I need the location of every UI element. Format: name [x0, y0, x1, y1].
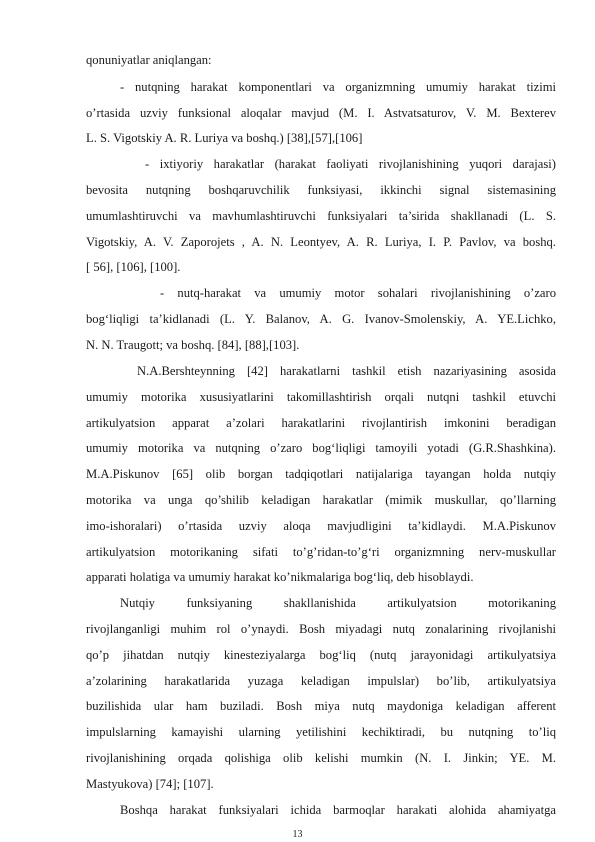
text-line: [ 56], [106], [100].	[86, 260, 181, 274]
text-line: umumiy motorika va nutqning o’zaro bog‘liqligi tamoyili yotadi (G.R.Shashkina).	[86, 441, 556, 455]
text-line: motorika va unga qo’shilib keladigan harakatlar (mimik muskullar, qo’llarning	[86, 493, 556, 507]
text-line: a’zolarining harakatlarida yuzaga keladigan impulslar) bo’lib, artikulyatsiya	[86, 674, 556, 688]
text-line: rivojlanishining orqada qolishiga olib kelishi mumkin (N. I. Jinkin; YE. M.	[86, 751, 556, 765]
text-line: o’rtasida uzviy funksional aloqalar mavjud (M. I. Astvatsaturov, V. M. Bexterev	[86, 106, 556, 120]
text-line: - nutq-harakat va umumiy motor sohalari rivojlanishining o’zaro	[160, 286, 556, 300]
text-line: impulslarning kamayishi ularning yetilishini kechiktiradi, bu nutqning to’liq	[86, 725, 556, 739]
text-line: Mastyukova) [74]; [107].	[86, 777, 214, 791]
text-line: N.A.Bershteynning [42] harakatlarni tashkil etish nazariyasining asosida	[137, 364, 556, 378]
text-line: Vigotskiy, A. V. Zaporojets , A. N. Leontyev, A. R. Luriya, I. P. Pavlov, va boshq.	[86, 235, 556, 249]
text-line: qonuniyatlar aniqlangan:	[86, 53, 212, 67]
text-line: umumlashtiruvchi va mavhumlashtiruvchi funksiyalari ta’sirida shakllanadi (L. S.	[86, 209, 556, 223]
text-line: - ixtiyoriy harakatlar (harakat faoliyati rivojlanishining yuqori darajasi)	[145, 157, 556, 171]
text-line: Boshqa harakat funksiyalari ichida barmoqlar harakati alohida ahamiyatga	[120, 803, 556, 817]
text-line: - nutqning harakat komponentlari va organizmning umumiy harakat tizimi	[120, 80, 556, 94]
text-line: buzilishida ular ham buziladi. Bosh miya nutq maydoniga keladigan afferent	[86, 699, 556, 713]
text-line: bevosita nutqning boshqaruvchilik funksiyasi, ikkinchi signal sistemasining	[86, 183, 556, 197]
text-line: artikulyatsion motorikaning sifati to’g’ridan-to’g‘ri organizmning nerv-muskullar	[86, 545, 556, 559]
text-line: apparati holatiga va umumiy harakat ko’nikmalariga bog‘liq, deb hisoblaydi.	[86, 570, 474, 584]
text-line: qo’p jihatdan nutqiy kinesteziyalarga bog‘liq (nutq jarayonidagi artikulyatsiya	[86, 648, 556, 662]
page-number: 13	[292, 829, 303, 840]
text-line: umumiy motorika xususiyatlarini takomillashtirish orqali nutqni tashkil etuvchi	[86, 390, 556, 404]
text-line: N. N. Traugott; va boshq. [84], [88],[103].	[86, 338, 300, 352]
text-line: rivojlanganligi muhim rol o’ynaydi. Bosh miyadagi nutq zonalarining rivojlanishi	[86, 622, 556, 636]
text-line: imo-ishoralari) o’rtasida uzviy aloqa mavjudligini ta’kidlaydi. M.A.Piskunov	[86, 519, 556, 533]
text-line: artikulyatsion apparat a’zolari harakatlarini rivojlantirish imkonini beradigan	[86, 416, 556, 430]
text-line: M.A.Piskunov [65] olib borgan tadqiqotlari natijalariga tayangan holda nutqiy	[86, 467, 556, 481]
text-line: Nutqiy funksiyaning shakllanishida artikulyatsion motorikaning	[120, 596, 556, 610]
text-line: bog‘liqligi ta’kidlanadi (L. Y. Balanov, A. G. Ivanov-Smolenskiy, A. YE.Lichko,	[86, 312, 556, 326]
text-line: L. S. Vigotskiy A. R. Luriya va boshq.) [38],[57],[106]	[86, 131, 363, 145]
